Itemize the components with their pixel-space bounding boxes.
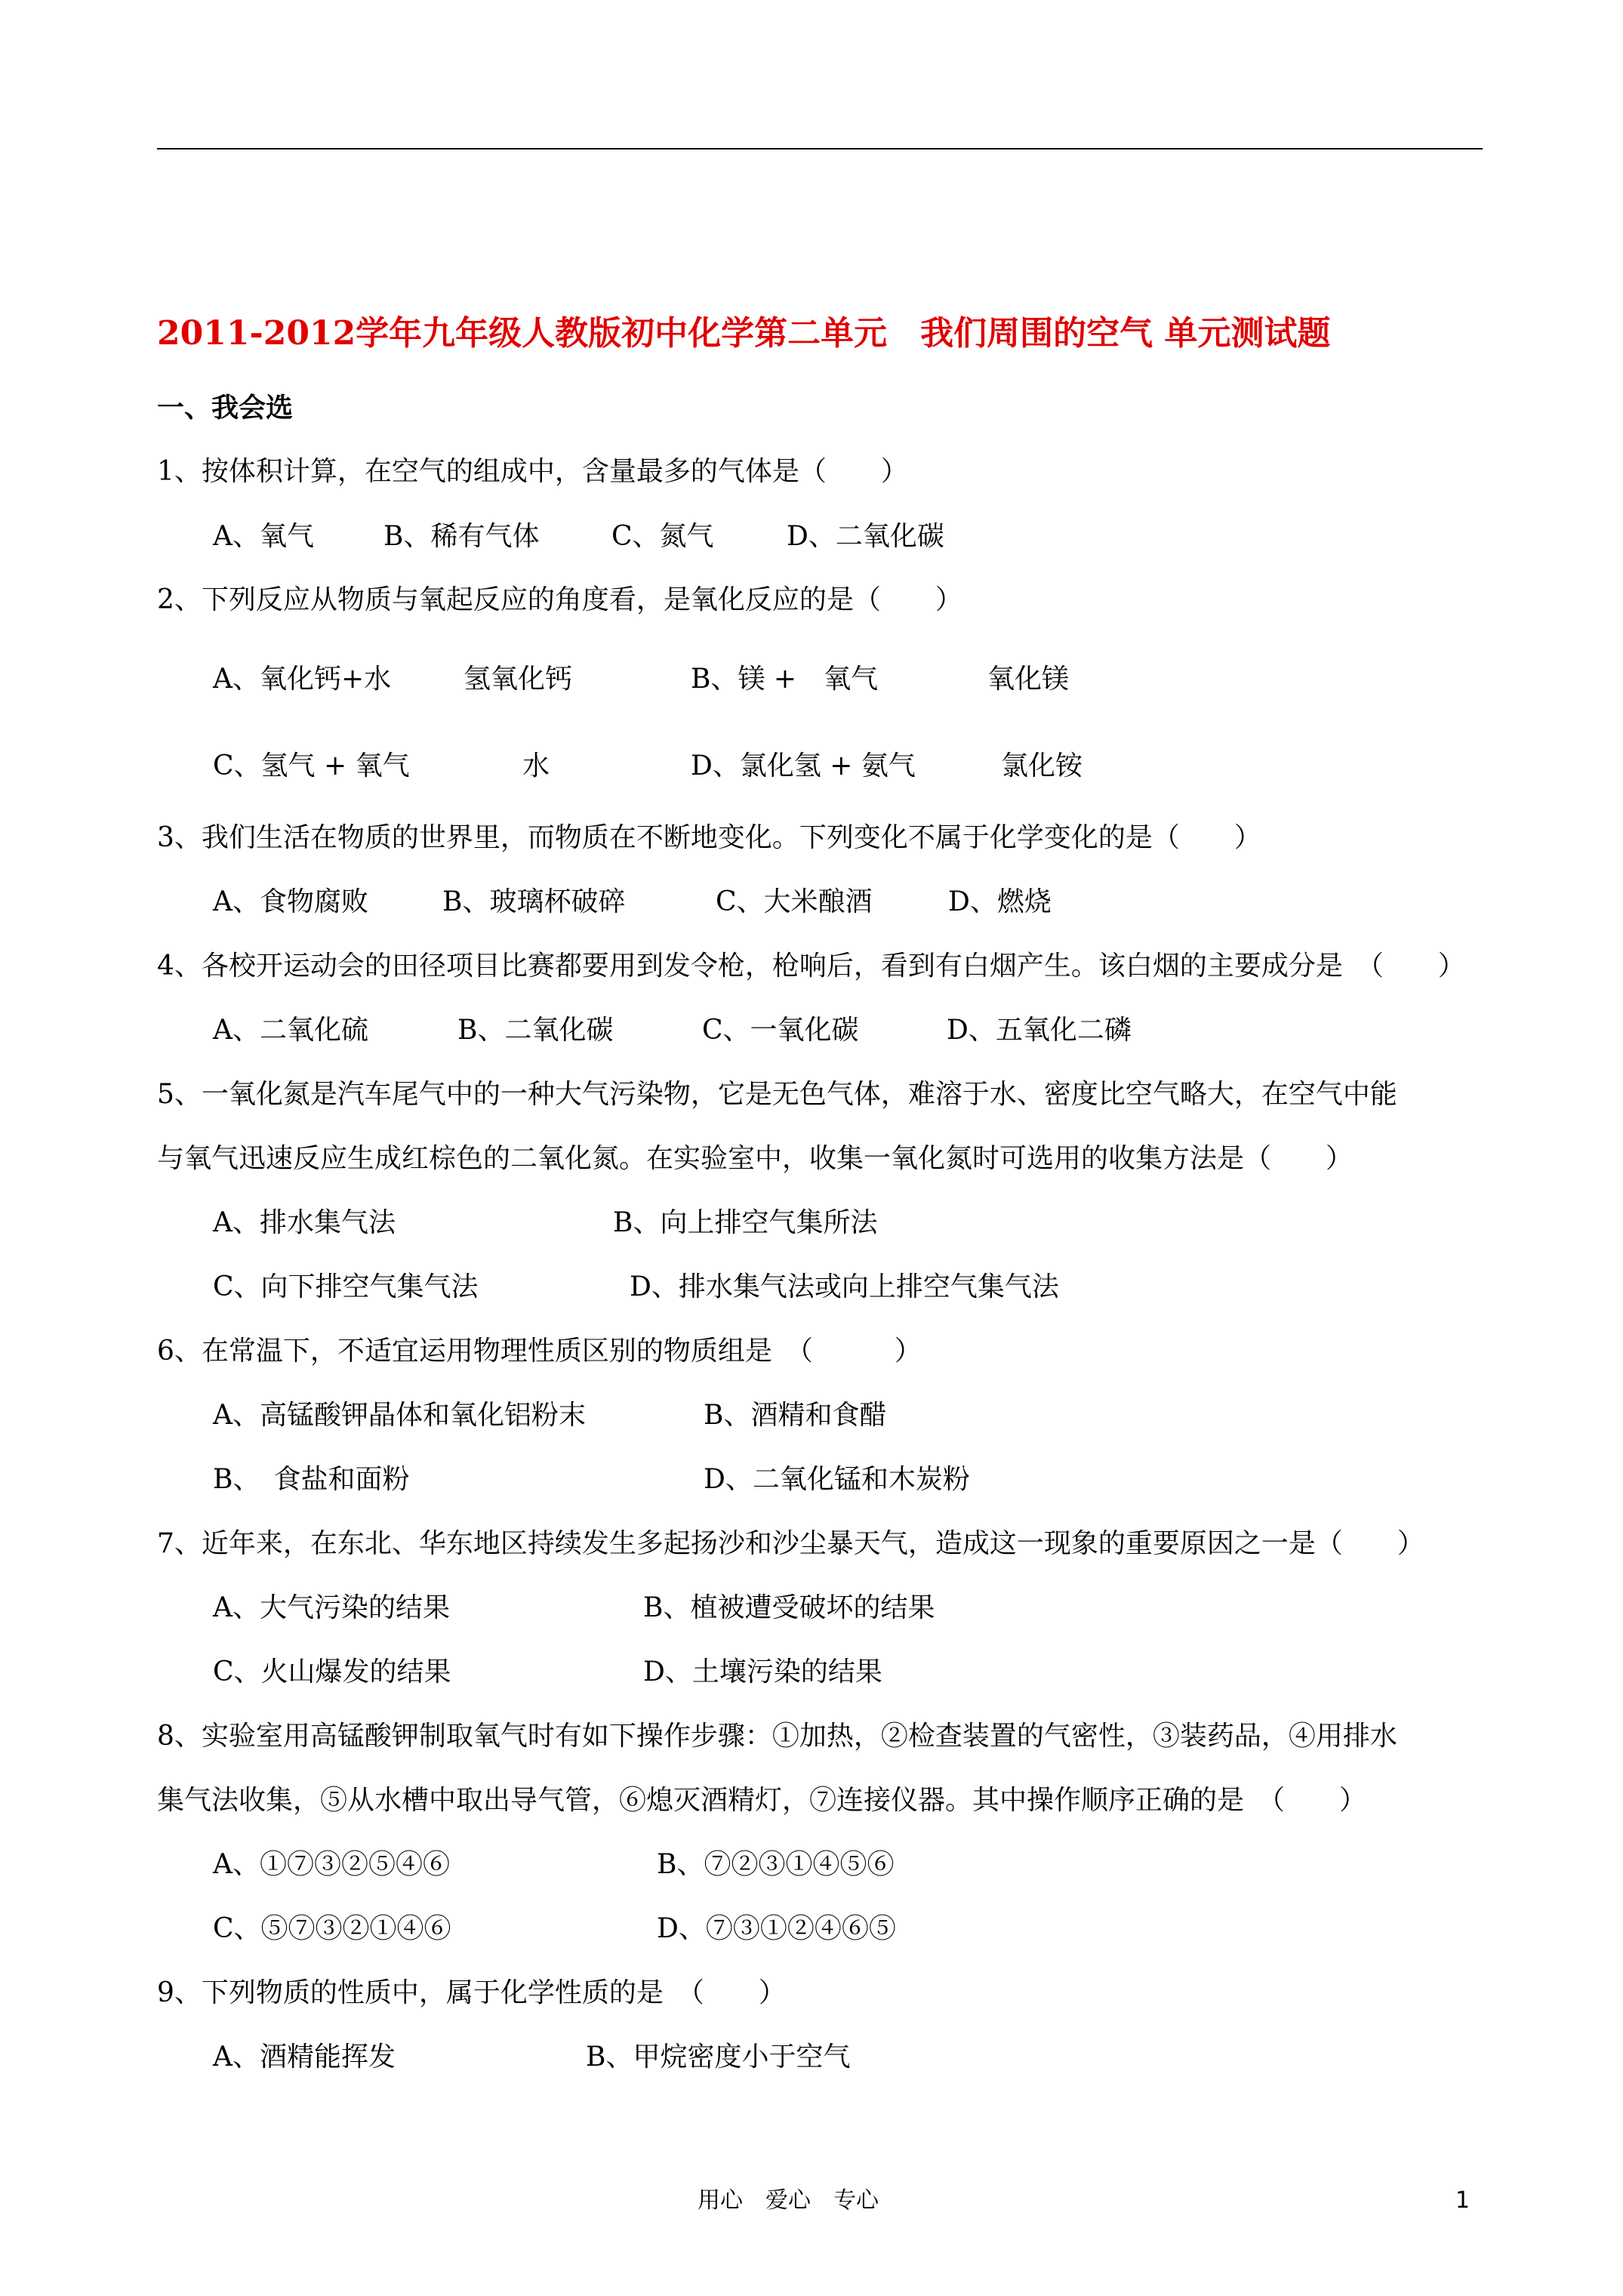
question-4-stem: 4、各校开运动会的田径项目比赛都要用到发令枪，枪响后，看到有白烟产生。该白烟的主要成分是 （ ）: [157, 951, 1465, 982]
question-7-option-c: C、火山爆发的结果: [213, 1657, 451, 1687]
question-5-stem-line1: 5、一氧化氮是汽车尾气中的一种大气污染物，它是无色气体，难溶于水、密度比空气略大，在空气中能: [157, 1079, 1397, 1110]
question-3-stem: 3、我们生活在物质的世界里，而物质在不断地变化。下列变化不属于化学变化的是（ ）: [157, 822, 1261, 853]
page-number: 1: [1455, 2187, 1471, 2214]
question-7-option-a: A、大气污染的结果: [213, 1592, 450, 1623]
question-8-stem-line2: 集气法收集，⑤从水槽中取出导气管，⑥熄灭酒精灯，⑦连接仪器。其中操作顺序正确的是 （ ）: [157, 1785, 1367, 1816]
question-7-stem: 7、近年来，在东北、华东地区持续发生多起扬沙和沙尘暴天气，造成这一现象的重要原因之一是（ ）: [157, 1528, 1424, 1559]
question-2-option-a-product: 氢氧化钙: [463, 664, 573, 695]
page-footer: 用心 爱心 专心: [698, 2187, 879, 2214]
question-8-option-c: C、⑤⑦③②①④⑥: [213, 1913, 451, 1944]
question-3-option-d: D、燃烧: [948, 886, 1052, 917]
question-4-option-c: C、一氧化碳: [702, 1015, 859, 1046]
question-8-option-d: D、⑦③①②④⑥⑤: [657, 1913, 896, 1944]
question-4-option-b: B、二氧化碳: [457, 1015, 614, 1046]
question-2-option-c-reactants: C、氢气 + 氧气: [213, 750, 410, 781]
question-9-option-a: A、酒精能挥发: [213, 2042, 396, 2073]
question-6-option-a: A、高锰酸钾晶体和氧化铝粉末: [213, 1400, 586, 1431]
question-9-option-b: B、甲烷密度小于空气: [586, 2042, 851, 2073]
question-9-stem: 9、下列物质的性质中，属于化学性质的是 （ ）: [157, 1977, 786, 2008]
question-2-option-b-reactants: B、镁 + 氧气: [691, 664, 879, 695]
question-6-option-d: D、二氧化锰和木炭粉: [704, 1464, 970, 1495]
question-3-option-a: A、食物腐败: [213, 886, 368, 917]
document-title: 2011-2012学年九年级人教版初中化学第二单元 我们周围的空气 单元测试题: [157, 314, 1331, 353]
question-1-option-d: D、二氧化碳: [787, 521, 944, 552]
question-3-option-b: B、玻璃杯破碎: [442, 886, 626, 917]
question-5-option-c: C、向下排空气集气法: [213, 1271, 479, 1302]
question-3-option-c: C、大米酿酒: [716, 886, 873, 917]
question-2-stem: 2、下列反应从物质与氧起反应的角度看，是氧化反应的是（ ）: [157, 584, 962, 615]
question-6-option-c: B、 食盐和面粉: [213, 1464, 410, 1495]
question-2-option-a-reactants: A、氧化钙+水: [213, 664, 392, 695]
question-5-option-a: A、排水集气法: [213, 1207, 396, 1238]
question-8-option-b: B、⑦②③①④⑤⑥: [657, 1849, 895, 1880]
question-5-option-d: D、排水集气法或向上排空气集气法: [630, 1271, 1059, 1302]
question-4-option-a: A、二氧化硫: [213, 1015, 368, 1046]
question-1-option-a: A、氧气: [213, 521, 314, 552]
question-4-option-d: D、五氧化二磷: [947, 1015, 1132, 1046]
question-5-stem-line2: 与氧气迅速反应生成红棕色的二氧化氮。在实验室中，收集一氧化氮时可选用的收集方法是（ ）: [157, 1143, 1354, 1174]
section-heading: 一、我会选: [157, 392, 294, 424]
question-1-option-b: B、稀有气体: [383, 521, 540, 552]
question-6-stem: 6、在常温下，不适宜运用物理性质区别的物质组是 （ ）: [157, 1336, 922, 1367]
question-7-option-b: B、植被遭受破坏的结果: [643, 1592, 935, 1623]
question-1-option-c: C、氮气: [611, 521, 714, 552]
question-8-option-a: A、①⑦③②⑤④⑥: [213, 1849, 450, 1880]
question-5-option-b: B、向上排空气集所法: [613, 1207, 878, 1238]
question-8-stem-line1: 8、实验室用高锰酸钾制取氧气时有如下操作步骤：①加热，②检查装置的气密性，③装药品，④用排水: [157, 1721, 1397, 1752]
question-2-option-b-product: 氧化镁: [987, 664, 1070, 695]
question-7-option-d: D、土壤污染的结果: [643, 1657, 882, 1687]
question-2-option-c-product: 水: [522, 750, 550, 781]
question-2-option-d-reactants: D、氯化氢 + 氨气: [691, 750, 916, 781]
question-1-stem: 1、按体积计算，在空气的组成中，含量最多的气体是（ ）: [157, 456, 908, 487]
header-rule: [157, 148, 1483, 149]
question-6-option-b: B、酒精和食醋: [704, 1400, 887, 1431]
question-2-option-d-product: 氯化铵: [1001, 750, 1083, 781]
